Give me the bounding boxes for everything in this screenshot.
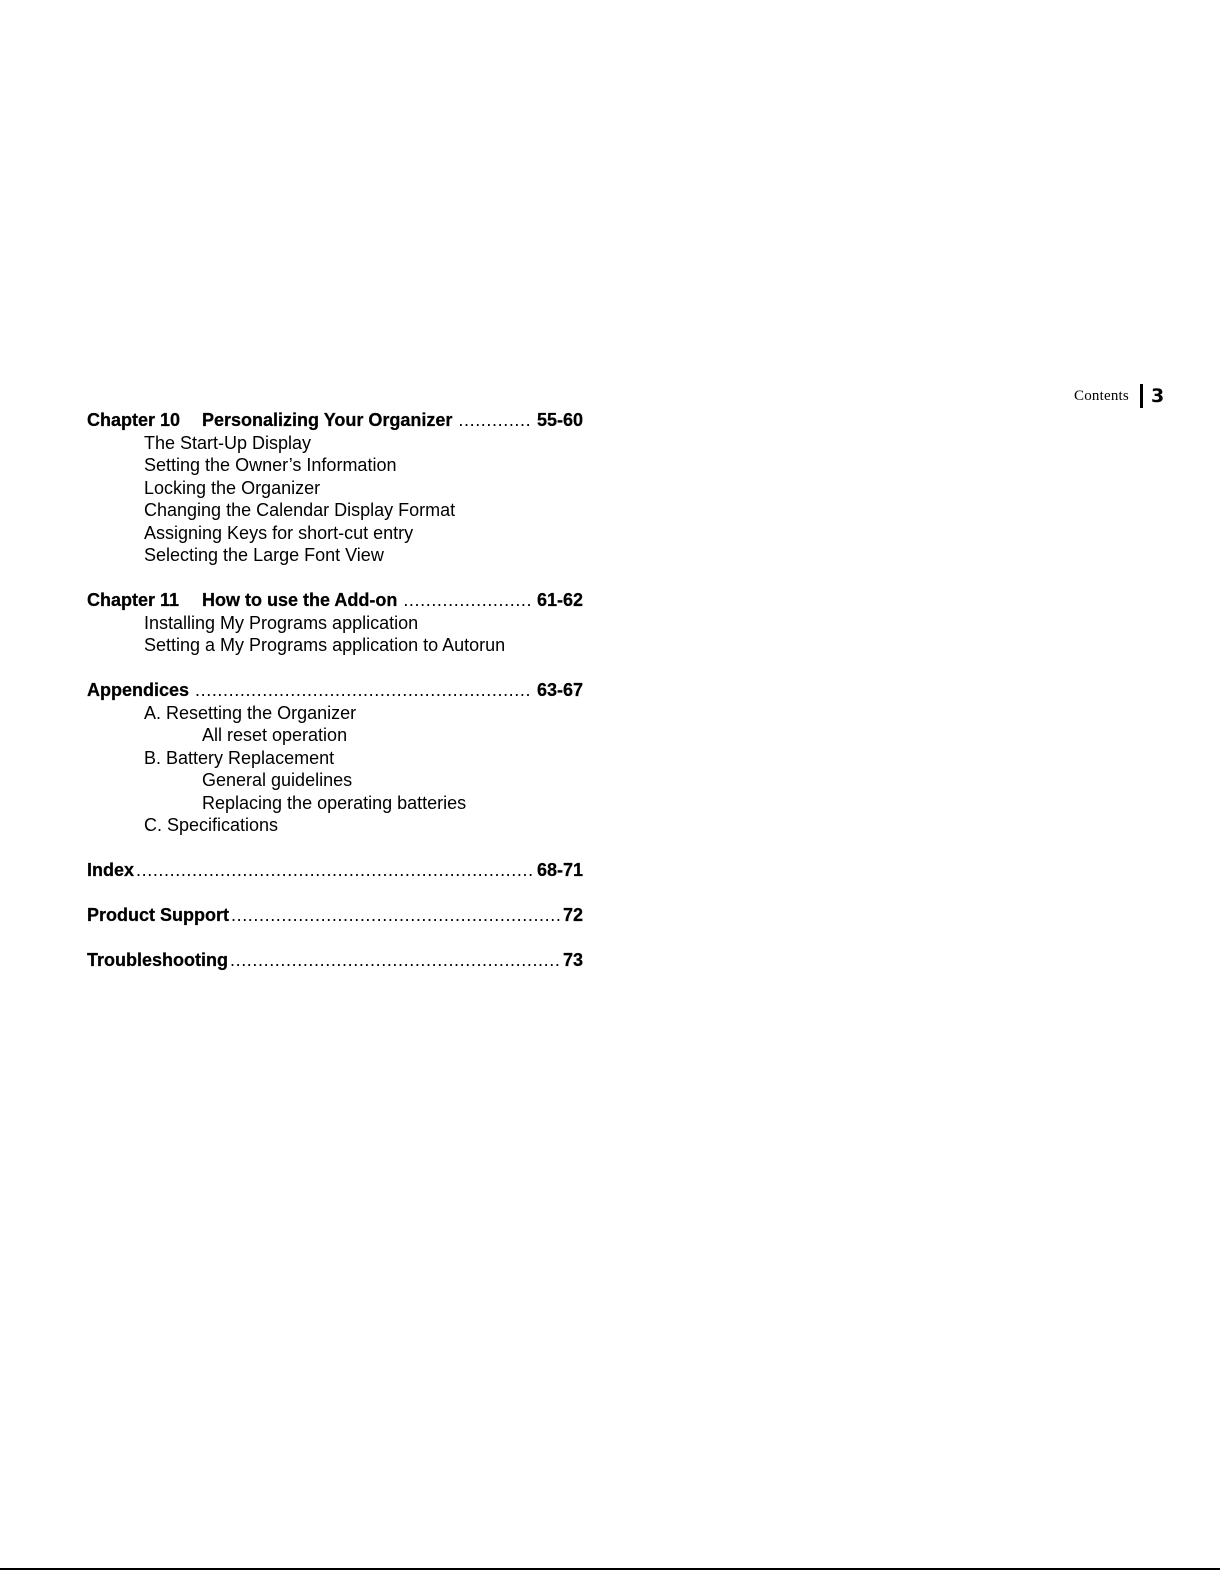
toc-subsubitem[interactable]: All reset operation <box>202 725 348 745</box>
toc-subitem[interactable]: Setting a My Programs application to Autorun <box>144 635 506 655</box>
toc-subitem[interactable]: Changing the Calendar Display Format <box>144 500 456 520</box>
toc-subitem[interactable]: The Start-Up Display <box>144 432 312 453</box>
toc-entry-index[interactable] <box>87 859 583 882</box>
spacer <box>87 837 583 860</box>
page-range: 73 <box>562 950 583 970</box>
dot-leader <box>195 679 531 702</box>
entry-title: Appendices <box>87 680 190 700</box>
toc-entry-appendices[interactable] <box>87 679 583 702</box>
spacer <box>87 657 583 680</box>
page-range: 72 <box>562 905 583 925</box>
entry-title: Product Support <box>87 905 229 925</box>
header-rule <box>1140 384 1143 408</box>
dot-leader <box>136 859 535 882</box>
page-range: 61-62 <box>536 590 583 610</box>
chapter-number: Chapter 11 <box>87 590 180 610</box>
dot-leader <box>231 904 561 927</box>
page-range: 68-71 <box>536 860 583 880</box>
running-header <box>1074 383 1164 409</box>
toc-subitem[interactable]: B. Battery Replacement <box>144 747 335 768</box>
toc-entry-troubleshooting[interactable] <box>87 949 583 972</box>
toc-subitem[interactable]: Assigning Keys for short-cut entry <box>144 522 414 543</box>
section-title: Contents <box>1074 387 1129 404</box>
page-range: 63-67 <box>536 680 583 700</box>
toc-subitem[interactable]: C. Specifications <box>144 815 279 835</box>
toc-entry-chapter-11[interactable] <box>87 589 583 612</box>
spacer <box>87 567 583 590</box>
toc-subitem[interactable]: A. Resetting the Organizer <box>144 702 357 723</box>
dot-leader <box>403 589 531 612</box>
toc-subitem[interactable]: Locking the Organizer <box>144 477 321 498</box>
chapter-title: How to use the Add-on <box>202 590 398 610</box>
chapter-title: Personalizing Your Organizer <box>202 410 453 430</box>
toc-entry-product-support[interactable] <box>87 904 583 927</box>
dot-leader <box>230 949 561 972</box>
entry-title: Troubleshooting <box>87 950 228 970</box>
toc-subitem[interactable]: Setting the Owner’s Information <box>144 455 397 475</box>
spacer <box>87 927 583 950</box>
toc-subsubitem[interactable]: General guidelines <box>202 770 353 790</box>
entry-title: Index <box>87 860 135 880</box>
toc-subsubitem[interactable]: Replacing the operating batteries <box>202 792 467 813</box>
table-of-contents <box>87 409 583 972</box>
spacer <box>87 882 583 905</box>
page-range: 55-60 <box>536 410 583 430</box>
chapter-number: Chapter 10 <box>87 410 181 430</box>
bottom-border <box>0 1568 1220 1570</box>
page-number: 3 <box>1150 385 1165 407</box>
toc-entry-chapter-10[interactable] <box>87 409 583 432</box>
dot-leader <box>458 409 531 432</box>
toc-subitem[interactable]: Installing My Programs application <box>144 612 419 633</box>
toc-subitem[interactable]: Selecting the Large Font View <box>144 545 384 565</box>
